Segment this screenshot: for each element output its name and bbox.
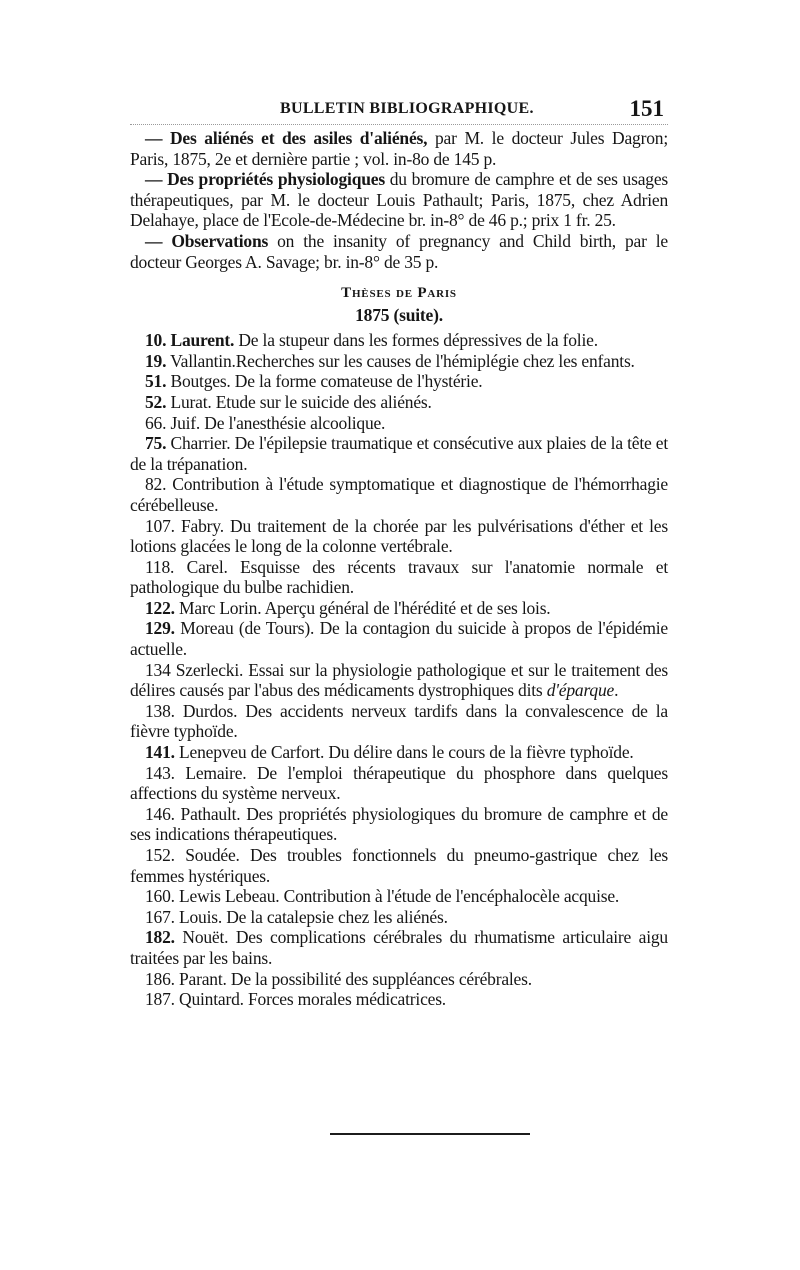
- thesis-title: Aperçu général de l'hérédité et de ses lois.: [261, 597, 551, 618]
- thesis-item: [130, 392, 668, 413]
- thesis-number: 143.: [145, 762, 175, 783]
- thesis-item: [130, 804, 668, 845]
- thesis-number: 138.: [145, 700, 175, 721]
- entry-details: du bromure de camphre et de ses usages thérapeutiques, par M. le docteur Louis Pathault; Paris, 1875, chez Adrien Delahaye, place de l'Ecole-de-Médecine br. in-8° de 46 p.; prix 1 fr. 25.: [130, 169, 668, 231]
- thesis-title-end: .: [614, 680, 619, 701]
- thesis-author: Lenepveu de Carfort.: [179, 742, 325, 763]
- thesis-title: Contribution à l'étude de l'encéphalocèle acquise.: [279, 886, 620, 907]
- entry-title: — Des aliénés et des asiles d'aliénés,: [145, 128, 428, 148]
- thesis-author: Vallantin.: [170, 350, 236, 371]
- thesis-author: Quintard.: [179, 989, 244, 1010]
- thesis-item: [130, 742, 668, 763]
- thesis-title: Des propriétés physiologiques du bromure de camphre et de ses indications thérapeutiques.: [130, 803, 668, 845]
- thesis-author: Laurent.: [170, 330, 235, 351]
- thesis-number: 186.: [145, 968, 175, 989]
- thesis-number: 10.: [145, 330, 167, 351]
- thesis-author: Lemaire.: [185, 762, 247, 783]
- section-subheading: 1875 (suite).: [355, 305, 443, 326]
- thesis-number: 187.: [145, 989, 175, 1010]
- thesis-number: 75.: [145, 433, 167, 454]
- thesis-item: [130, 557, 668, 598]
- entry-details: on the insanity of pregnancy and Child birth, par le docteur Georges A. Savage; br. in-8° de 35 p.: [130, 230, 668, 272]
- thesis-number: 167.: [145, 906, 175, 927]
- thesis-number: 66.: [145, 412, 167, 433]
- thesis-item: [130, 886, 668, 907]
- thesis-author: Parant.: [179, 968, 227, 989]
- thesis-item: [130, 330, 668, 351]
- thesis-title: De la forme comateuse de l'hystérie.: [230, 371, 483, 392]
- thesis-title: Du délire dans le cours de la fièvre typhoïde.: [324, 742, 634, 763]
- thesis-author: Durdos.: [182, 700, 238, 721]
- thesis-number: 118.: [145, 556, 175, 577]
- thesis-number: 19.: [145, 350, 167, 371]
- thesis-number: 182.: [145, 927, 175, 948]
- thesis-item: [130, 660, 668, 701]
- entry-title: — Observations: [145, 230, 269, 251]
- thesis-author: Juif.: [170, 412, 201, 433]
- thesis-item: [130, 598, 668, 619]
- thesis-number: 152.: [145, 845, 175, 865]
- thesis-title: Des accidents nerveux tardifs dans la convalescence de la fièvre typhoïde.: [130, 700, 668, 742]
- entry-details: par M. le docteur Jules Dagron; Paris, 1875, 2e et dernière partie ; vol. in-8o de 145 p.: [130, 128, 668, 169]
- section-heading: Thèses de Paris: [341, 285, 457, 302]
- thesis-author: Fabry.: [181, 515, 224, 536]
- thesis-item: [130, 618, 668, 659]
- thesis-number: 122.: [145, 597, 175, 618]
- thesis-title: Du traitement de la chorée par les pulvérisations d'éther et les lotions glacées le long de la colonne vertébrale.: [130, 515, 668, 557]
- entry-bromure-camphre: [130, 169, 668, 231]
- thesis-author: Charrier.: [170, 433, 231, 454]
- thesis-item: [130, 371, 668, 392]
- thesis-author: Carel.: [186, 556, 228, 577]
- thesis-item: [130, 927, 668, 968]
- bulletin-text: [130, 128, 668, 1010]
- thesis-author: Marc Lorin.: [179, 597, 262, 618]
- thesis-author: Louis.: [179, 906, 223, 927]
- thesis-title: De la catalepsie chez les aliénés.: [222, 906, 448, 927]
- thesis-number: 82.: [145, 474, 167, 495]
- thesis-author: Moreau (de Tours).: [180, 618, 315, 639]
- thesis-item: [130, 701, 668, 742]
- running-header: [130, 98, 668, 125]
- thesis-item: [130, 413, 668, 434]
- thesis-title-italic: d'éparque: [546, 680, 615, 701]
- thesis-number: 141.: [145, 742, 175, 763]
- thesis-author: Boutges.: [170, 371, 231, 392]
- entry-alienes-asiles: [130, 128, 668, 169]
- thesis-author: Lurat.: [170, 391, 212, 412]
- thesis-number: 146.: [145, 803, 175, 824]
- thesis-number: 160.: [145, 886, 175, 907]
- closing-rule: [330, 1133, 530, 1135]
- page-number: 151: [629, 96, 664, 121]
- thesis-number: 134: [145, 659, 171, 680]
- thesis-item: [130, 763, 668, 804]
- thesis-number: 129.: [145, 618, 175, 639]
- thesis-title: Forces morales médicatrices.: [243, 989, 446, 1010]
- thesis-title: De l'emploi thérapeutique du phosphore dans quelques affections du système nerveux.: [130, 762, 668, 804]
- thesis-item: [130, 845, 668, 886]
- thesis-title: De la stupeur dans les formes dépressives de la folie.: [234, 330, 598, 351]
- thesis-number: 107.: [145, 515, 175, 536]
- thesis-author: Soudée.: [185, 845, 240, 865]
- thesis-title: De la possibilité des suppléances cérébrales.: [226, 968, 532, 989]
- thesis-title: Esquisse des récents travaux sur l'anatomie normale et pathologique du bulbe rachidien.: [130, 556, 668, 598]
- thesis-item: [130, 969, 668, 990]
- thesis-number: 51.: [145, 371, 167, 392]
- thesis-item: [130, 351, 668, 372]
- thesis-author: Szerlecki.: [175, 659, 244, 680]
- thesis-title: Des troubles fonctionnels du pneumo-gastrique chez les femmes hystériques.: [130, 845, 668, 886]
- thesis-title: Essai sur la physiologie pathologique et sur le traitement des délires causés par l'abus des médicaments dystrophiques dits: [130, 659, 668, 701]
- thesis-title: De l'épilepsie traumatique et consécutive aux plaies de la tête et de la trépanation.: [130, 433, 668, 474]
- thesis-title: De l'anesthésie alcoolique.: [200, 412, 386, 433]
- thesis-item: [130, 989, 668, 1010]
- thesis-item: [130, 907, 668, 928]
- thesis-item: [130, 433, 668, 474]
- thesis-title: Des complications cérébrales du rhumatisme articulaire aigu traitées par les bains.: [130, 927, 668, 968]
- thesis-title: Recherches sur les causes de l'hémiplégie chez les enfants.: [235, 350, 635, 371]
- thesis-author: Pathault.: [180, 803, 241, 824]
- entry-insanity-pregnancy: [130, 231, 668, 272]
- thesis-item: [130, 516, 668, 557]
- thesis-number: 52.: [145, 391, 167, 412]
- thesis-author: Nouët.: [182, 927, 229, 948]
- entry-title: — Des propriétés physiologiques: [145, 169, 385, 190]
- thesis-title: Etude sur le suicide des aliénés.: [211, 391, 432, 412]
- running-title: BULLETIN BIBLIOGRAPHIQUE.: [280, 100, 534, 117]
- thesis-author: Lewis Lebeau.: [179, 886, 280, 907]
- thesis-title: Contribution à l'étude symptomatique et diagnostique de l'hémorrhagie cérébelleuse.: [130, 474, 668, 515]
- thesis-title: De la contagion du suicide à propos de l'épidémie actuelle.: [130, 618, 668, 660]
- thesis-item: [130, 474, 668, 515]
